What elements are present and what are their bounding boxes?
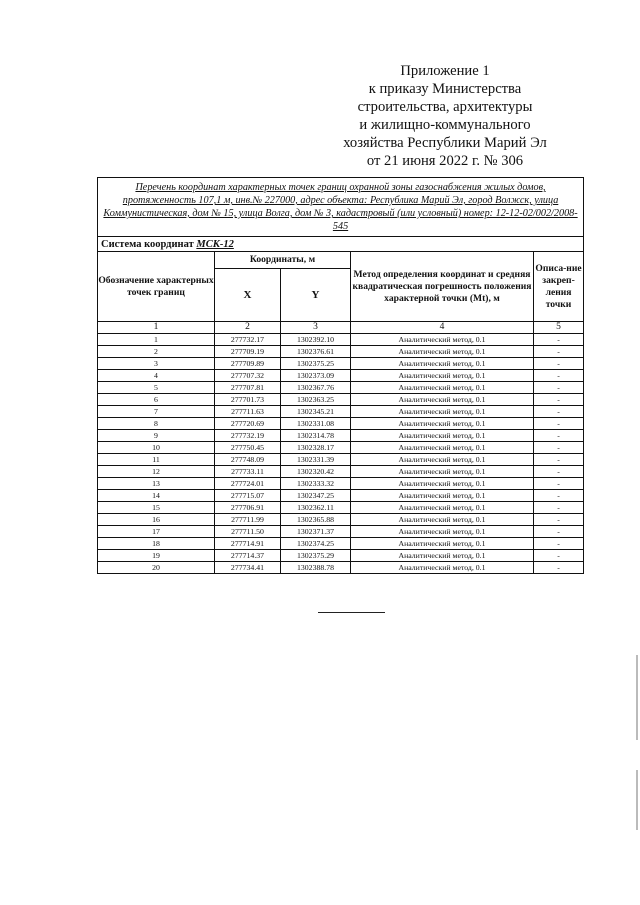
cell-y: 1302333.32 bbox=[281, 478, 351, 490]
cell-description: - bbox=[534, 562, 584, 574]
table-title: Перечень координат характерных точек границ охранной зоны газоснабжения жилых домов, протяженность 107,1 м, инв.№ 227000, адрес объекта: Республика Марий Эл, город Волжск, улица Коммунистическая, дом № 15, улица Волга, дом № 3, кадастровый (или условный) номер: 12-12-02/002/2008-545 bbox=[98, 178, 584, 237]
scan-edge-mark bbox=[636, 770, 638, 830]
column-number: 1 bbox=[98, 322, 215, 334]
cell-description: - bbox=[534, 382, 584, 394]
cell-point: 1 bbox=[98, 334, 215, 346]
cell-x: 277724.01 bbox=[215, 478, 281, 490]
cell-description: - bbox=[534, 346, 584, 358]
cell-point: 2 bbox=[98, 346, 215, 358]
cell-description: - bbox=[534, 526, 584, 538]
cell-x: 277707.32 bbox=[215, 370, 281, 382]
coordinate-system-value: МСК-12 bbox=[196, 238, 234, 250]
scan-edge-mark bbox=[636, 655, 638, 740]
table-row bbox=[98, 358, 584, 370]
cell-x: 277709.19 bbox=[215, 346, 281, 358]
cell-method: Аналитический метод, 0.1 bbox=[351, 334, 534, 346]
cell-point: 8 bbox=[98, 418, 215, 430]
header-x: X bbox=[215, 269, 281, 322]
header-line: от 21 июня 2022 г. № 306 bbox=[366, 153, 524, 169]
table-row bbox=[98, 490, 584, 502]
cell-y: 1302388.78 bbox=[281, 562, 351, 574]
table-row bbox=[98, 562, 584, 574]
cell-method: Аналитический метод, 0.1 bbox=[351, 418, 534, 430]
cell-point: 12 bbox=[98, 466, 215, 478]
cell-point: 10 bbox=[98, 442, 215, 454]
cell-x: 277750.45 bbox=[215, 442, 281, 454]
cell-y: 1302345.21 bbox=[281, 406, 351, 418]
table-row bbox=[98, 502, 584, 514]
table-row bbox=[98, 430, 584, 442]
cell-y: 1302375.25 bbox=[281, 358, 351, 370]
cell-method: Аналитический метод, 0.1 bbox=[351, 382, 534, 394]
table-row bbox=[98, 442, 584, 454]
cell-method: Аналитический метод, 0.1 bbox=[351, 490, 534, 502]
cell-point: 19 bbox=[98, 550, 215, 562]
cell-description: - bbox=[534, 514, 584, 526]
cell-y: 1302328.17 bbox=[281, 442, 351, 454]
cell-y: 1302376.61 bbox=[281, 346, 351, 358]
cell-method: Аналитический метод, 0.1 bbox=[351, 466, 534, 478]
cell-y: 1302331.08 bbox=[281, 418, 351, 430]
appendix-header bbox=[330, 62, 560, 170]
cell-point: 13 bbox=[98, 478, 215, 490]
cell-point: 18 bbox=[98, 538, 215, 550]
cell-method: Аналитический метод, 0.1 bbox=[351, 502, 534, 514]
signature-line bbox=[318, 612, 385, 613]
cell-method: Аналитический метод, 0.1 bbox=[351, 430, 534, 442]
column-number: 4 bbox=[351, 322, 534, 334]
cell-y: 1302347.25 bbox=[281, 490, 351, 502]
coordinate-system-label: Система координат bbox=[101, 238, 197, 250]
cell-x: 277732.19 bbox=[215, 430, 281, 442]
cell-x: 277720.69 bbox=[215, 418, 281, 430]
cell-method: Аналитический метод, 0.1 bbox=[351, 370, 534, 382]
cell-description: - bbox=[534, 454, 584, 466]
column-number-row bbox=[98, 322, 584, 334]
cell-y: 1302365.88 bbox=[281, 514, 351, 526]
cell-x: 277711.50 bbox=[215, 526, 281, 538]
cell-point: 5 bbox=[98, 382, 215, 394]
cell-y: 1302371.37 bbox=[281, 526, 351, 538]
cell-x: 277748.09 bbox=[215, 454, 281, 466]
cell-y: 1302331.39 bbox=[281, 454, 351, 466]
cell-y: 1302362.11 bbox=[281, 502, 351, 514]
coordinates-table bbox=[97, 177, 584, 574]
cell-point: 16 bbox=[98, 514, 215, 526]
cell-method: Аналитический метод, 0.1 bbox=[351, 394, 534, 406]
cell-x: 277715.07 bbox=[215, 490, 281, 502]
table-row bbox=[98, 550, 584, 562]
header-line: к приказу Министерства bbox=[368, 81, 522, 97]
cell-point: 7 bbox=[98, 406, 215, 418]
table-row bbox=[98, 478, 584, 490]
table-row bbox=[98, 382, 584, 394]
cell-method: Аналитический метод, 0.1 bbox=[351, 550, 534, 562]
header-coords: Координаты, м bbox=[215, 252, 351, 269]
table-row bbox=[98, 346, 584, 358]
column-number: 5 bbox=[534, 322, 584, 334]
table-row bbox=[98, 466, 584, 478]
coordinates-table-body bbox=[98, 334, 584, 574]
table-row bbox=[98, 334, 584, 346]
cell-description: - bbox=[534, 490, 584, 502]
cell-method: Аналитический метод, 0.1 bbox=[351, 358, 534, 370]
cell-x: 277706.91 bbox=[215, 502, 281, 514]
cell-y: 1302375.29 bbox=[281, 550, 351, 562]
cell-point: 14 bbox=[98, 490, 215, 502]
cell-point: 20 bbox=[98, 562, 215, 574]
cell-description: - bbox=[534, 358, 584, 370]
cell-y: 1302374.25 bbox=[281, 538, 351, 550]
table-row bbox=[98, 394, 584, 406]
cell-point: 11 bbox=[98, 454, 215, 466]
cell-point: 15 bbox=[98, 502, 215, 514]
cell-method: Аналитический метод, 0.1 bbox=[351, 562, 534, 574]
coordinate-system-row bbox=[98, 237, 584, 252]
column-number: 2 bbox=[215, 322, 281, 334]
cell-x: 277701.73 bbox=[215, 394, 281, 406]
cell-y: 1302367.76 bbox=[281, 382, 351, 394]
table-row bbox=[98, 526, 584, 538]
cell-y: 1302363.25 bbox=[281, 394, 351, 406]
header-line: и жилищно-коммунального bbox=[359, 117, 531, 133]
cell-description: - bbox=[534, 478, 584, 490]
cell-point: 3 bbox=[98, 358, 215, 370]
cell-point: 6 bbox=[98, 394, 215, 406]
cell-description: - bbox=[534, 394, 584, 406]
cell-x: 277733.11 bbox=[215, 466, 281, 478]
cell-point: 4 bbox=[98, 370, 215, 382]
cell-method: Аналитический метод, 0.1 bbox=[351, 526, 534, 538]
cell-y: 1302373.09 bbox=[281, 370, 351, 382]
table-row bbox=[98, 538, 584, 550]
cell-description: - bbox=[534, 550, 584, 562]
cell-description: - bbox=[534, 334, 584, 346]
cell-y: 1302314.78 bbox=[281, 430, 351, 442]
cell-method: Аналитический метод, 0.1 bbox=[351, 538, 534, 550]
cell-x: 277711.63 bbox=[215, 406, 281, 418]
header-line: хозяйства Республики Марий Эл bbox=[343, 135, 547, 151]
header-line: Приложение 1 bbox=[400, 63, 490, 79]
cell-x: 277711.99 bbox=[215, 514, 281, 526]
cell-y: 1302392.10 bbox=[281, 334, 351, 346]
cell-method: Аналитический метод, 0.1 bbox=[351, 442, 534, 454]
coordinates-table-wrapper bbox=[97, 177, 583, 574]
cell-method: Аналитический метод, 0.1 bbox=[351, 478, 534, 490]
header-description: Описа-ние закреп-ления точки bbox=[534, 252, 584, 322]
header-point: Обозначение характерных точек границ bbox=[98, 252, 215, 322]
cell-x: 277714.37 bbox=[215, 550, 281, 562]
header-line: строительства, архитектуры bbox=[357, 99, 533, 115]
cell-y: 1302320.42 bbox=[281, 466, 351, 478]
cell-description: - bbox=[534, 466, 584, 478]
cell-x: 277714.91 bbox=[215, 538, 281, 550]
table-row bbox=[98, 418, 584, 430]
cell-x: 277734.41 bbox=[215, 562, 281, 574]
cell-description: - bbox=[534, 430, 584, 442]
cell-description: - bbox=[534, 418, 584, 430]
cell-x: 277707.81 bbox=[215, 382, 281, 394]
cell-description: - bbox=[534, 406, 584, 418]
column-number: 3 bbox=[281, 322, 351, 334]
cell-description: - bbox=[534, 442, 584, 454]
cell-method: Аналитический метод, 0.1 bbox=[351, 454, 534, 466]
table-row bbox=[98, 406, 584, 418]
table-row bbox=[98, 370, 584, 382]
header-method: Метод определения координат и средняя квадратическая погрешность положения характерной точки (Mt), м bbox=[351, 252, 534, 322]
cell-x: 277709.89 bbox=[215, 358, 281, 370]
cell-x: 277732.17 bbox=[215, 334, 281, 346]
cell-method: Аналитический метод, 0.1 bbox=[351, 346, 534, 358]
cell-point: 17 bbox=[98, 526, 215, 538]
cell-description: - bbox=[534, 538, 584, 550]
table-row bbox=[98, 454, 584, 466]
header-y: Y bbox=[281, 269, 351, 322]
cell-description: - bbox=[534, 502, 584, 514]
cell-method: Аналитический метод, 0.1 bbox=[351, 514, 534, 526]
table-row bbox=[98, 514, 584, 526]
cell-description: - bbox=[534, 370, 584, 382]
cell-method: Аналитический метод, 0.1 bbox=[351, 406, 534, 418]
cell-point: 9 bbox=[98, 430, 215, 442]
